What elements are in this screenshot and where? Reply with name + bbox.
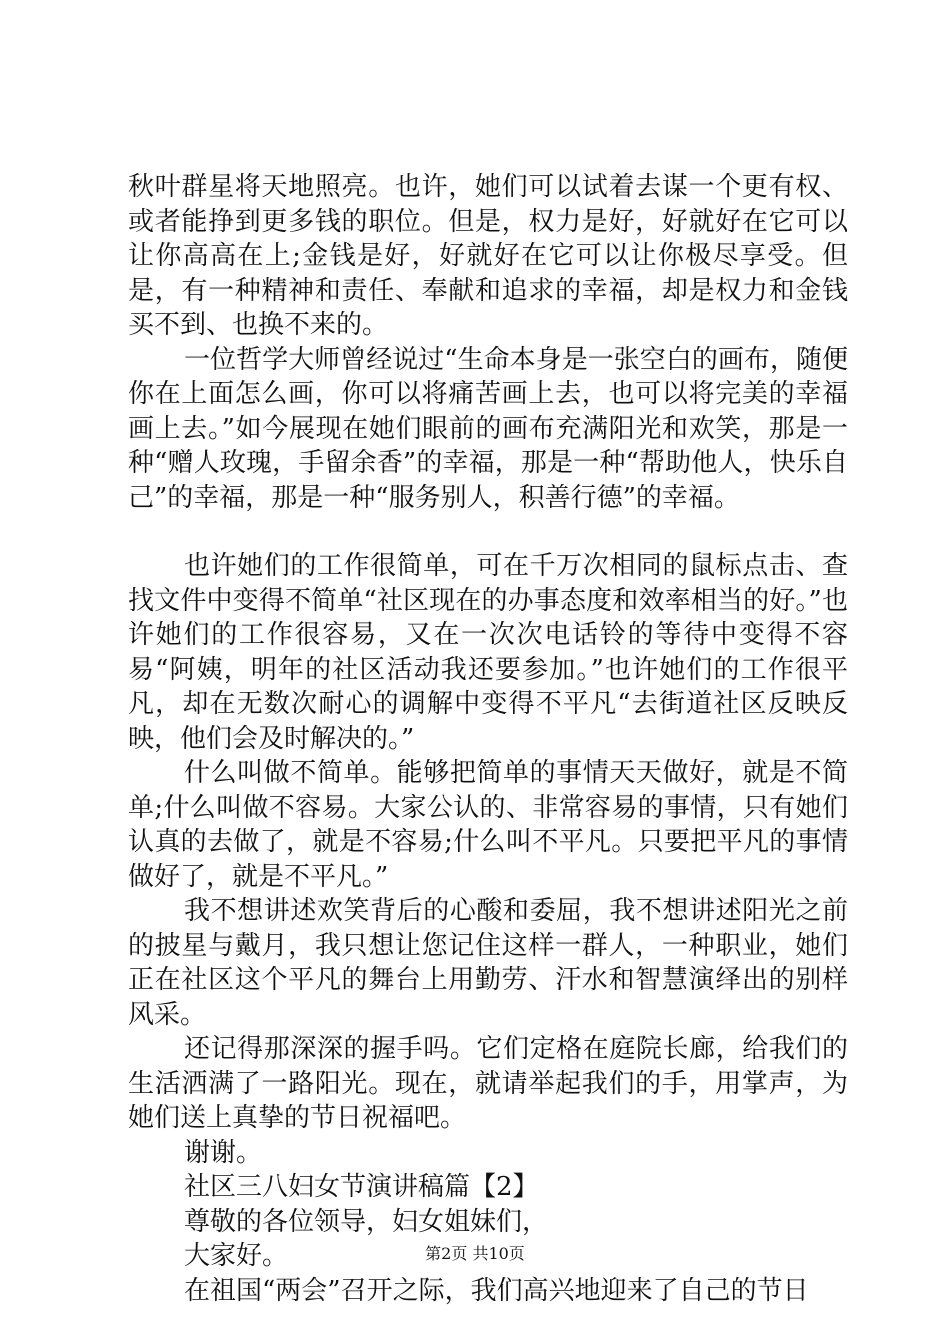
paragraph-not-simple: 什么叫做不简单。能够把简单的事情天天做好，就是不简单;什么叫做不容易。大家公认的、非常容易的事情，只有她们认真的去做了，就是不容易;什么叫不平凡。只要把平凡的事情做好了，就是不平凡。” [128, 758, 848, 892]
paragraph-thanks: 谢谢。 [184, 1137, 263, 1168]
paragraph-philosopher-quote: 一位哲学大师曾经说过“生命本身是一张空白的画布，随便你在上面怎么画，你可以将痛苦画上去，也可以将完美的幸福画上去。”如今展现在她们眼前的画布充满阳光和欢笑，那是一种“赠人玫瑰，手留余香”的幸福，那是一种“帮助他人，快乐自己”的幸福，那是一种“服务别人，积善行德”的幸福。 [128, 344, 848, 513]
paragraph-simple-work: 也许她们的工作很简单，可在千万次相同的鼠标点击、查找文件中变得不简单“社区现在的办事态度和效率相当的好。”也许她们的工作很容易，又在一次次电话铃的等待中变得不容易“阿姨，明年的社区活动我还要参加。”也许她们的工作很平凡，却在无数次耐心的调解中变得不平凡“去街道社区反映反映，他们会及时解决的。” [128, 551, 848, 754]
document-body [128, 170, 848, 1308]
paragraph-hardship: 我不想讲述欢笑背后的心酸和委屈，我不想讲述阳光之前的披星与戴月，我只想让您记住这样一群人，一种职业，她们正在社区这个平凡的舞台上用勤劳、汗水和智慧演绎出的别样风采。 [128, 896, 848, 1030]
salutation: 尊敬的各位领导，妇女姐妹们， [184, 1206, 549, 1237]
paragraph-continuation: 秋叶群星将天地照亮。也许，她们可以试着去谋一个更有权、或者能挣到更多钱的职位。但是，权力是好，好就好在它可以让你高高在上;金钱是好，好就好在它可以让你极尽享受。但是，有一种精神和责任、奉献和追求的幸福，却是权力和金钱买不到、也换不来的。 [128, 172, 848, 340]
paragraph-opening: 在祖国“两会”召开之际，我们高兴地迎来了自己的节日 [184, 1275, 809, 1306]
greeting: 大家好。 [184, 1241, 289, 1271]
paragraph-handshake: 还记得那深深的握手吗。它们定格在庭院长廊，给我们的生活洒满了一路阳光。现在，就请举起我们的手，用掌声，为她们送上真挚的节日祝福吧。 [128, 1034, 848, 1133]
section-heading: 社区三八妇女节演讲稿篇【2】 [184, 1172, 539, 1202]
page-number-footer: 第2页 共10页 [425, 1244, 525, 1263]
